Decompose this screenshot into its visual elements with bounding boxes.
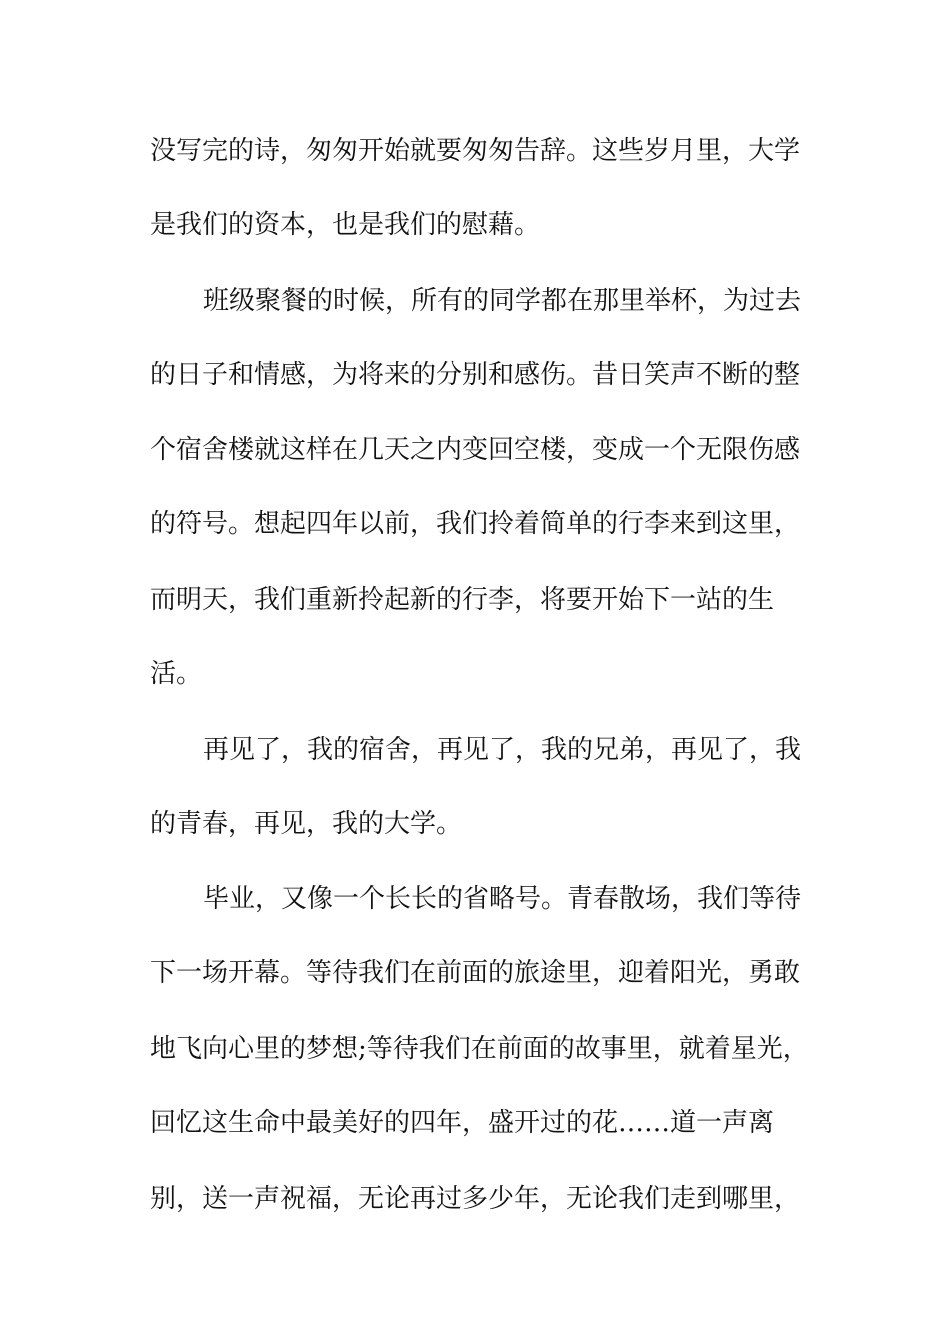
text-line-8-content: 活。 — [150, 659, 203, 689]
text-line-4-content: 的日子和情感，为将来的分别和感伤。昔日笑声不断的整 — [150, 360, 801, 390]
text-line-7-content: 而明天，我们重新拎起新的行李，将要开始下一站的生 — [150, 585, 775, 615]
text-line-2 — [0, 205, 950, 245]
text-line-12-content: 下一场开幕。等待我们在前面的旅途里，迎着阳光，勇敢 — [150, 958, 801, 988]
text-line-9-content: 再见了，我的宿舍，再见了，我的兄弟，再见了，我 — [203, 735, 802, 765]
text-line-5 — [0, 430, 950, 470]
text-line-11 — [0, 879, 950, 919]
text-line-1 — [0, 131, 950, 171]
text-line-13-content: 地飞向心里的梦想;等待我们在前面的故事里，就着星光， — [150, 1034, 809, 1064]
text-line-7 — [0, 580, 950, 620]
text-line-3 — [0, 281, 950, 321]
text-line-15 — [0, 1179, 950, 1219]
text-line-5-content: 个宿舍楼就这样在几天之内变回空楼，变成一个无限伤感 — [150, 435, 801, 465]
text-line-9 — [0, 730, 950, 770]
text-line-6 — [0, 504, 950, 544]
text-line-14 — [0, 1103, 950, 1143]
text-line-10 — [0, 804, 950, 844]
text-line-14-content: 回忆这生命中最美好的四年，盛开过的花……道一声离 — [150, 1108, 775, 1138]
text-line-15-content: 别，送一声祝福，无论再过多少年，无论我们走到哪里， — [150, 1184, 801, 1214]
text-line-11-content: 毕业，又像一个长长的省略号。青春散场，我们等待 — [203, 884, 802, 914]
text-line-13 — [0, 1029, 950, 1069]
text-line-2-content: 是我们的资本，也是我们的慰藉。 — [150, 210, 541, 240]
text-line-10-content: 的青春，再见，我的大学。 — [150, 809, 463, 839]
text-line-8 — [0, 654, 950, 694]
text-line-1-content: 没写完的诗，匆匆开始就要匆匆告辞。这些岁月里，大学 — [150, 136, 801, 166]
text-line-4 — [0, 355, 950, 395]
text-line-3-content: 班级聚餐的时候，所有的同学都在那里举杯，为过去 — [203, 286, 802, 316]
text-line-12 — [0, 953, 950, 993]
text-line-6-content: 的符号。想起四年以前，我们拎着简单的行李来到这里， — [150, 509, 801, 539]
